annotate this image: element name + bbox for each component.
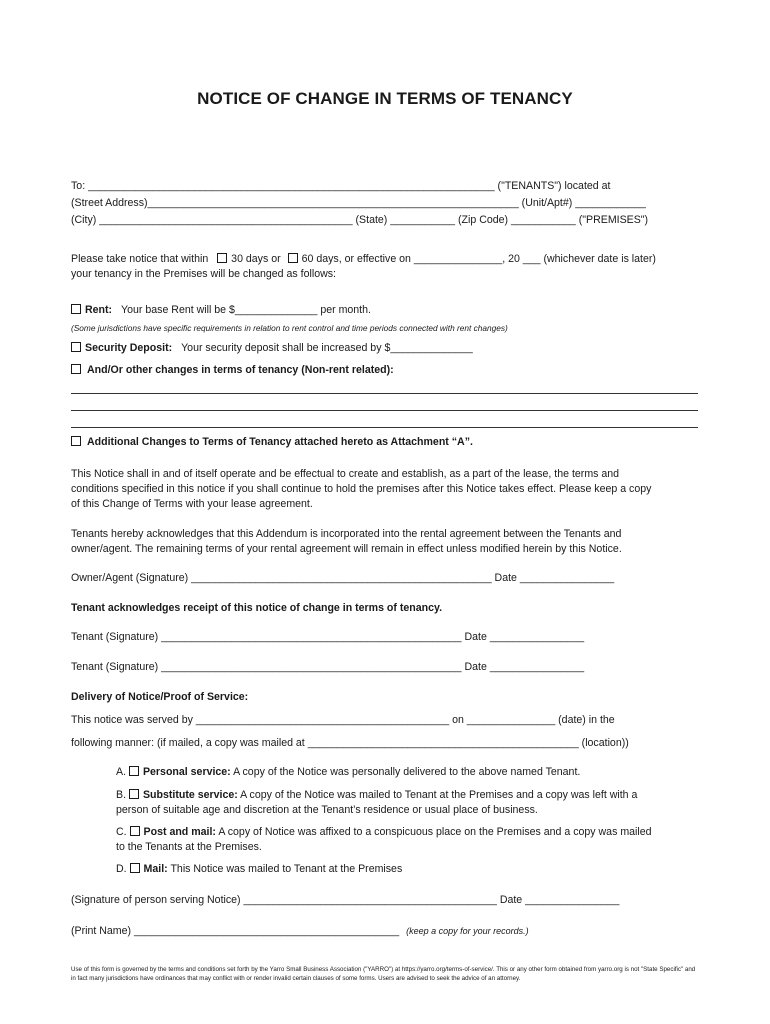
substitute-service-text: A copy of the Notice was mailed to Tenant at the Premises and a copy was left with a — [240, 789, 638, 801]
ack-paragraph-line-1: Tenants hereby acknowledges that this Addendum is incorporated into the rental agreement between the Tenants and — [71, 528, 622, 540]
option-b-prefix: B. — [116, 789, 127, 801]
personal-service-label: Personal service: — [142, 766, 231, 778]
substitute-service-text-2: person of suitable age and discretion at the Tenant’s residence or usual place of business. — [116, 804, 538, 816]
option-d-prefix: D. — [116, 863, 127, 875]
personal-service-text: A copy of the Notice was personally delivered to the above named Tenant. — [233, 766, 581, 778]
deposit-row — [71, 341, 473, 355]
rent-label: Rent: — [85, 304, 113, 316]
deposit-text[interactable]: Your security deposit shall be increased by $______________ — [181, 342, 473, 354]
option-60-days-label: 60 days, or effective on _______________, 20 ___ (whichever date is later) — [301, 253, 656, 265]
checkbox-60-days[interactable] — [288, 253, 298, 263]
option-a-prefix: A. — [116, 766, 127, 778]
rent-row — [71, 303, 371, 317]
rent-note: (Some jurisdictions have specific requirements in relation to rent control and time periods connected with rent changes) — [71, 323, 508, 333]
checkbox-other-changes[interactable] — [71, 364, 81, 374]
checkbox-post-and-mail[interactable] — [130, 826, 140, 836]
mailed-at-line[interactable]: following manner: (if mailed, a copy was mailed at ______________________________________________ (location)) — [71, 737, 629, 749]
option-a-row — [116, 765, 580, 779]
option-b-row — [116, 788, 637, 802]
tenant-signature-line-1[interactable]: Tenant (Signature) ___________________________________________________ Date ________________ — [71, 631, 585, 643]
deposit-label: Security Deposit: — [85, 342, 173, 354]
other-changes-line-1[interactable] — [71, 393, 698, 394]
tenant-ack-heading: Tenant acknowledges receipt of this notice of change in terms of tenancy. — [71, 602, 443, 614]
post-and-mail-text: A copy of Notice was affixed to a conspicuous place on the Premises and a copy was mailed — [218, 826, 652, 838]
attachment-label: Additional Changes to Terms of Tenancy attached hereto as Attachment “A”. — [87, 436, 473, 448]
option-30-days-label: 30 days or — [231, 253, 281, 265]
notice-period-line — [71, 252, 656, 266]
delivery-heading: Delivery of Notice/Proof of Service: — [71, 691, 249, 703]
keep-copy-note: (keep a copy for your records.) — [406, 926, 529, 936]
rent-text[interactable]: Your base Rent will be $______________ per month. — [121, 304, 371, 316]
option-c-row — [116, 825, 652, 839]
tenant-signature-line-2[interactable]: Tenant (Signature) ___________________________________________________ Date ________________ — [71, 661, 585, 673]
mail-text: This Notice was mailed to Tenant at the Premises — [170, 863, 403, 875]
print-name-row — [71, 924, 529, 938]
served-by-line[interactable]: This notice was served by ___________________________________________ on _______________ (date) in the — [71, 714, 615, 726]
notice-line-2: your tenancy in the Premises will be changed as follows: — [71, 268, 336, 280]
substitute-service-label: Substitute service: — [142, 789, 238, 801]
option-c-prefix: C. — [116, 826, 127, 838]
checkbox-mail[interactable] — [130, 863, 140, 873]
document-title: NOTICE OF CHANGE IN TERMS OF TENANCY — [197, 89, 573, 108]
street-address-line[interactable]: (Street Address)_______________________________________________________________ (Unit/Apt#) ____________ — [71, 197, 646, 209]
checkbox-security-deposit[interactable] — [71, 342, 81, 352]
mail-label: Mail: — [143, 863, 168, 875]
checkbox-rent[interactable] — [71, 304, 81, 314]
checkbox-attachment[interactable] — [71, 436, 81, 446]
post-and-mail-text-2: to the Tenants at the Premises. — [116, 841, 262, 853]
checkbox-personal-service[interactable] — [129, 766, 139, 776]
other-changes-line-2[interactable] — [71, 410, 698, 411]
post-and-mail-label: Post and mail: — [143, 826, 216, 838]
to-line[interactable]: To: _____________________________________________________________________ ("TENANTS") located at — [71, 180, 611, 192]
server-signature-line[interactable]: (Signature of person serving Notice) ___________________________________________ Date ________________ — [71, 894, 620, 906]
other-changes-label: And/Or other changes in terms of tenancy (Non-rent related): — [87, 364, 394, 376]
attachment-row — [71, 435, 473, 449]
print-name-line[interactable]: (Print Name) _____________________________________________ — [71, 925, 400, 937]
checkbox-substitute-service[interactable] — [129, 789, 139, 799]
other-changes-row — [71, 363, 394, 377]
effect-paragraph-line-1: This Notice shall in and of itself operate and be effectual to create and establish, as a part of the lease, the terms and — [71, 468, 620, 480]
city-state-zip-line[interactable]: (City) ___________________________________________ (State) ___________ (Zip Code) ___________ ("PREMISES") — [71, 214, 649, 226]
footer-disclaimer: Use of this form is governed by the terms and conditions set forth by the Yarro Small Business Association ("YARRO") at https://yarro.org/terms-of-service/. This or any other form obtained from yarro.org is not "State Specific" and in fact many jurisdictions have ordinances that may conflict with or render invalid certain clauses of some forms. Users are advised to seek the advice of an attorney. — [71, 966, 696, 983]
checkbox-30-days[interactable] — [217, 253, 227, 263]
other-changes-line-3[interactable] — [71, 427, 698, 428]
notice-prefix: Please take notice that within — [71, 253, 209, 265]
owner-signature-line[interactable]: Owner/Agent (Signature) ___________________________________________________ Date ________________ — [71, 572, 615, 584]
effect-paragraph-line-2: conditions specified in this notice if you shall continue to hold the premises after this Notice takes effect. Please keep a copy — [71, 483, 652, 495]
option-d-row — [116, 862, 402, 876]
effect-paragraph-line-3: of this Change of Terms with your lease agreement. — [71, 498, 313, 510]
ack-paragraph-line-2: owner/agent. The remaining terms of your rental agreement will remain in effect unless modified herein by this Notice. — [71, 543, 622, 555]
